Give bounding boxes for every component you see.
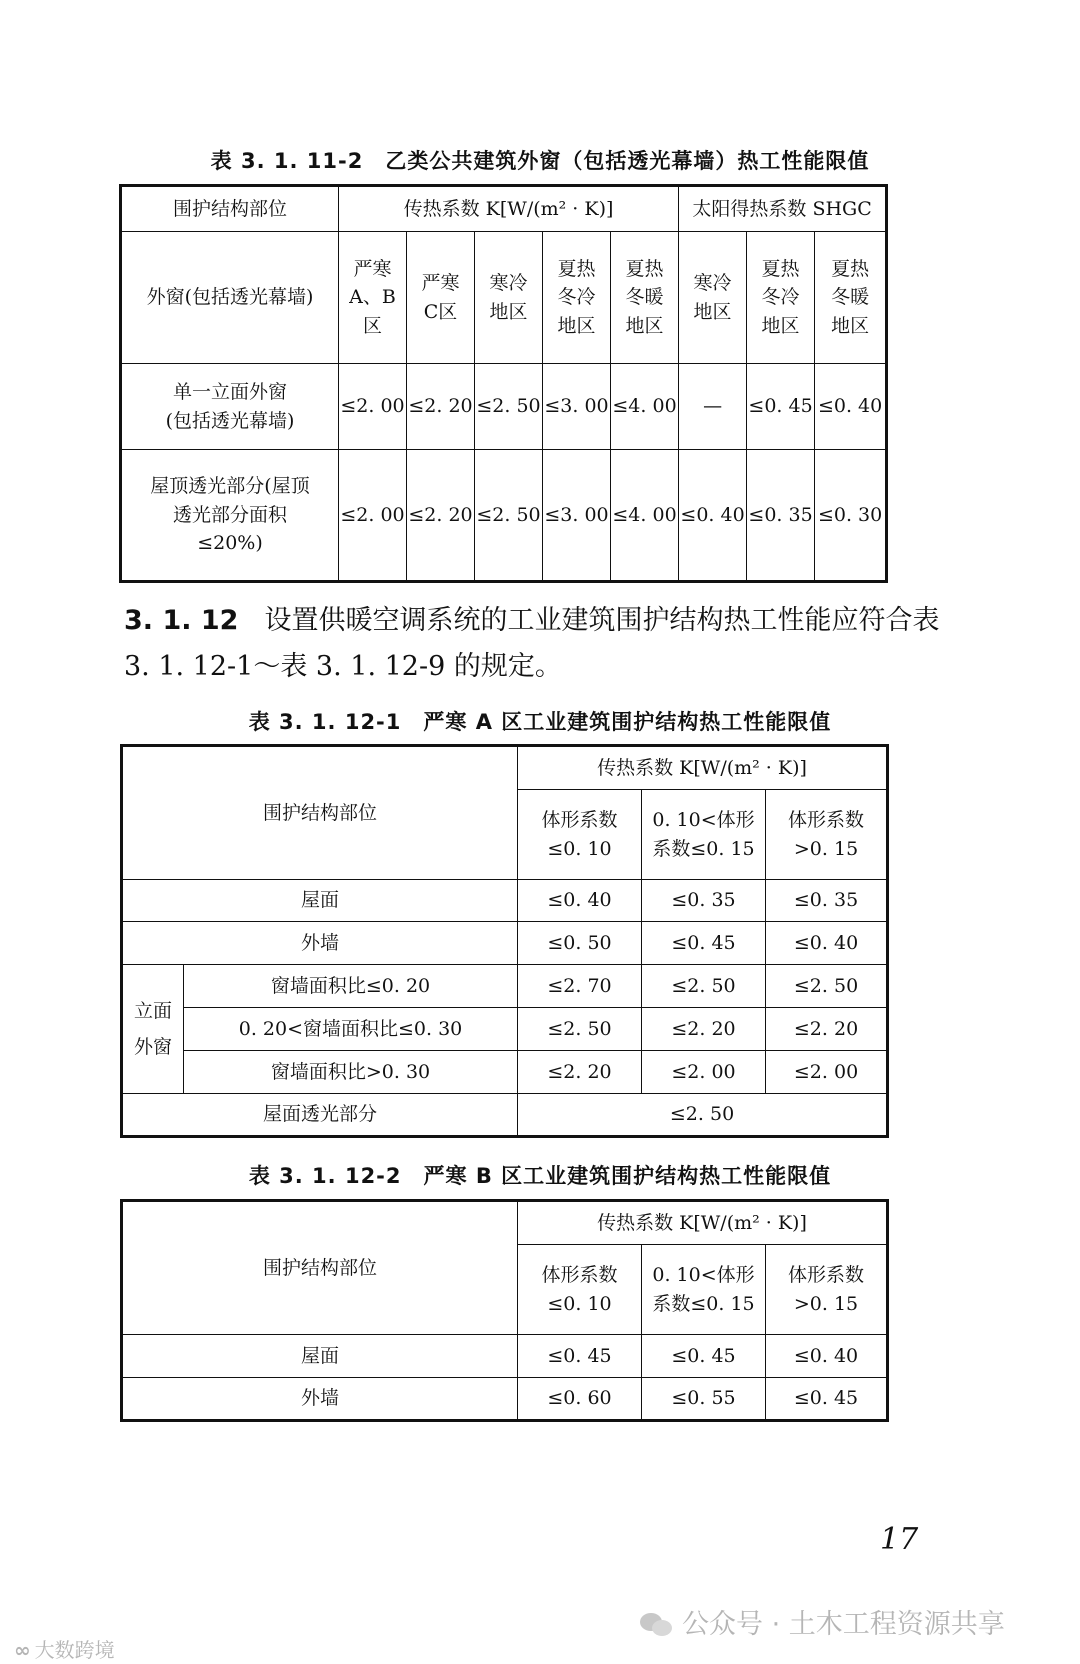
value-cell: ≤2. 50 xyxy=(766,965,888,1008)
value-cell: ≤0. 45 xyxy=(766,1378,888,1421)
watermark-right xyxy=(640,1602,1005,1641)
value-cell: ≤0. 60 xyxy=(518,1378,642,1421)
value-cell: ≤0. 40 xyxy=(679,450,747,582)
zone-header: 寒冷地区 xyxy=(679,232,747,364)
row-label: 屋顶透光部分(屋顶透光部分面积≤20%) xyxy=(121,450,339,582)
value-cell: ≤2. 00 xyxy=(642,1051,766,1094)
value-cell: ≤2. 20 xyxy=(518,1051,642,1094)
value-cell: ≤0. 40 xyxy=(518,880,642,922)
row-label: 窗墙面积比≤0. 20 xyxy=(184,965,518,1008)
value-cell: ≤4. 00 xyxy=(611,450,679,582)
value-cell: ≤2. 70 xyxy=(518,965,642,1008)
section-text: 设置供暖空调系统的工业建筑围护结构热工性能应符合表 3. 1. 12-1～表 3. 1. 12-9 的规定。 xyxy=(124,605,940,682)
table3-caption: 表 3. 1. 12-2 严寒 B 区工业建筑围护结构热工性能限值 xyxy=(248,1164,832,1188)
value-cell: — xyxy=(679,364,747,450)
row-label: 窗墙面积比>0. 30 xyxy=(184,1051,518,1094)
value-cell: ≤0. 40 xyxy=(766,1335,888,1378)
section-paragraph xyxy=(124,598,960,690)
row-label: 屋面 xyxy=(122,880,518,922)
value-cell: ≤2. 00 xyxy=(339,450,407,582)
zone-header: 严寒A、B区 xyxy=(339,232,407,364)
value-cell: ≤0. 35 xyxy=(747,450,815,582)
value-cell: ≤2. 20 xyxy=(642,1008,766,1051)
value-cell: ≤0. 55 xyxy=(642,1378,766,1421)
header-part: 围护结构部位 xyxy=(121,186,339,232)
value-cell: ≤2. 50 xyxy=(475,450,543,582)
row-label: 0. 20<窗墙面积比≤0. 30 xyxy=(184,1008,518,1051)
header-shgc: 太阳得热系数 SHGC xyxy=(679,186,887,232)
zone-header: 夏热冬暖地区 xyxy=(611,232,679,364)
value-cell: ≤0. 50 xyxy=(518,922,642,965)
header-part: 围护结构部位 xyxy=(122,1201,518,1335)
watermark-left xyxy=(14,1634,115,1663)
value-cell: ≤4. 00 xyxy=(611,364,679,450)
watermark-left-text: 大数跨境 xyxy=(34,1638,115,1662)
row-label: 屋面 xyxy=(122,1335,518,1378)
value-cell: ≤0. 45 xyxy=(518,1335,642,1378)
zone-header: 严寒C区 xyxy=(407,232,475,364)
value-cell: ≤0. 40 xyxy=(766,922,888,965)
value-cell: ≤2. 00 xyxy=(339,364,407,450)
row-label: 屋面透光部分 xyxy=(122,1094,518,1137)
value-cell: ≤0. 35 xyxy=(766,880,888,922)
table2-caption: 表 3. 1. 12-1 严寒 A 区工业建筑围护结构热工性能限值 xyxy=(248,710,832,734)
page-number: 17 xyxy=(880,1522,919,1557)
table3 xyxy=(120,1199,889,1422)
value-cell: ≤2. 50 xyxy=(642,965,766,1008)
value-cell: ≤2. 00 xyxy=(766,1051,888,1094)
col-header: 0. 10<体形系数≤0. 15 xyxy=(642,1245,766,1335)
wechat-icon xyxy=(640,1611,674,1637)
value-cell: ≤0. 45 xyxy=(747,364,815,450)
col-header: 体形系数≤0. 10 xyxy=(518,790,642,880)
value-cell: ≤2. 20 xyxy=(766,1008,888,1051)
value-cell: ≤0. 45 xyxy=(642,1335,766,1378)
header-k: 传热系数 K[W/(m² · K)] xyxy=(518,746,888,790)
value-cell: ≤0. 40 xyxy=(815,364,887,450)
value-cell: ≤2. 20 xyxy=(407,364,475,450)
section-number: 3. 1. 12 xyxy=(124,605,239,636)
header-k: 传热系数 K[W/(m² · K)] xyxy=(518,1201,888,1245)
zone-header: 夏热冬冷地区 xyxy=(543,232,611,364)
col-header: 0. 10<体形系数≤0. 15 xyxy=(642,790,766,880)
zone-header: 夏热冬暖地区 xyxy=(815,232,887,364)
value-cell: ≤2. 50 xyxy=(518,1008,642,1051)
value-cell: ≤0. 30 xyxy=(815,450,887,582)
value-cell: ≤0. 35 xyxy=(642,880,766,922)
value-cell: ≤3. 00 xyxy=(543,450,611,582)
window-group-label: 立面外窗 xyxy=(122,965,184,1094)
row-label: 外墙 xyxy=(122,1378,518,1421)
zone-header: 寒冷地区 xyxy=(475,232,543,364)
watermark-right-text: 公众号 · 土木工程资源共享 xyxy=(682,1609,1005,1640)
value-cell: ≤2. 50 xyxy=(518,1094,888,1137)
header-k: 传热系数 K[W/(m² · K)] xyxy=(339,186,679,232)
subheader-label: 外窗(包括透光幕墙) xyxy=(121,232,339,364)
row-label: 单一立面外窗(包括透光幕墙) xyxy=(121,364,339,450)
table2 xyxy=(120,744,889,1138)
value-cell: ≤3. 00 xyxy=(543,364,611,450)
col-header: 体形系数>0. 15 xyxy=(766,790,888,880)
table1-caption: 表 3. 1. 11-2 乙类公共建筑外窗（包括透光幕墙）热工性能限值 xyxy=(210,149,870,173)
table1 xyxy=(119,184,888,583)
col-header: 体形系数≤0. 10 xyxy=(518,1245,642,1335)
zone-header: 夏热冬冷地区 xyxy=(747,232,815,364)
value-cell: ≤2. 20 xyxy=(407,450,475,582)
row-label: 外墙 xyxy=(122,922,518,965)
col-header: 体形系数>0. 15 xyxy=(766,1245,888,1335)
header-part: 围护结构部位 xyxy=(122,746,518,880)
watermark-logo-icon: ∞ xyxy=(14,1638,31,1662)
value-cell: ≤2. 50 xyxy=(475,364,543,450)
value-cell: ≤0. 45 xyxy=(642,922,766,965)
